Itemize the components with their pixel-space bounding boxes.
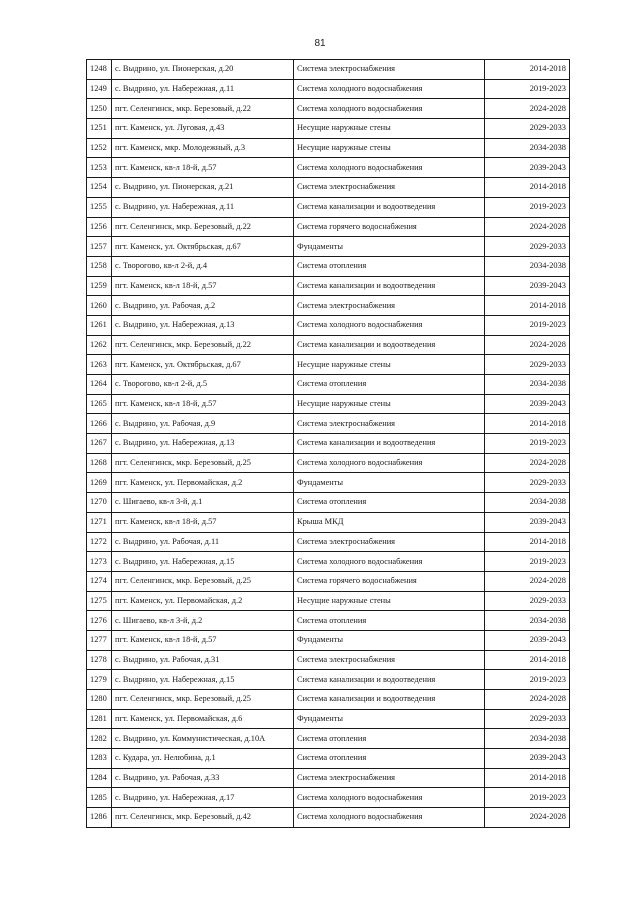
address-cell: с. Выдрино, ул. Набережная, д.15 (112, 670, 294, 690)
repair-period-cell: 2019-2023 (485, 315, 570, 335)
building-system-cell: Система отопления (294, 611, 485, 631)
repair-period-cell: 2019-2023 (485, 670, 570, 690)
address-cell: пгт. Каменск, ул. Первомайская, д.2 (112, 473, 294, 493)
repair-period-cell: 2019-2023 (485, 197, 570, 217)
building-system-cell: Система канализации и водоотведения (294, 670, 485, 690)
repair-period-cell: 2034-2038 (485, 729, 570, 749)
row-number: 1275 (87, 591, 112, 611)
building-system-cell: Система отопления (294, 493, 485, 513)
table-body (87, 60, 570, 828)
building-system-cell: Система отопления (294, 375, 485, 395)
repair-period-cell: 2039-2043 (485, 276, 570, 296)
building-system-cell: Фундаменты (294, 630, 485, 650)
address-cell: пгт. Каменск, кв-л 18-й, д.57 (112, 512, 294, 532)
row-number: 1279 (87, 670, 112, 690)
repair-period-cell: 2034-2038 (485, 256, 570, 276)
row-number: 1269 (87, 473, 112, 493)
building-system-cell: Система канализации и водоотведения (294, 335, 485, 355)
table-row (87, 650, 570, 670)
building-system-cell: Система холодного водоснабжения (294, 808, 485, 828)
address-cell: с. Выдрино, ул. Набережная, д.11 (112, 79, 294, 99)
row-number: 1270 (87, 493, 112, 513)
address-cell: пгт. Селенгинск, мкр. Березовый, д.25 (112, 571, 294, 591)
table-row (87, 532, 570, 552)
address-cell: с. Творогово, кв-л 2-й, д.4 (112, 256, 294, 276)
address-cell: пгт. Каменск, ул. Октябрьская, д.67 (112, 237, 294, 257)
table-row (87, 335, 570, 355)
address-cell: с. Выдрино, ул. Рабочая, д.11 (112, 532, 294, 552)
row-number: 1257 (87, 237, 112, 257)
table-row (87, 749, 570, 769)
repair-period-cell: 2014-2018 (485, 296, 570, 316)
building-system-cell: Система электроснабжения (294, 60, 485, 80)
building-system-cell: Система канализации и водоотведения (294, 690, 485, 710)
building-system-cell: Система электроснабжения (294, 650, 485, 670)
row-number: 1253 (87, 158, 112, 178)
row-number: 1285 (87, 788, 112, 808)
repair-period-cell: 2029-2033 (485, 237, 570, 257)
repair-period-cell: 2014-2018 (485, 650, 570, 670)
building-system-cell: Система канализации и водоотведения (294, 276, 485, 296)
building-system-cell: Система холодного водоснабжения (294, 453, 485, 473)
address-cell: с. Выдрино, ул. Рабочая, д.31 (112, 650, 294, 670)
address-cell: с. Выдрино, ул. Набережная, д.13 (112, 434, 294, 454)
building-system-cell: Несущие наружные стены (294, 591, 485, 611)
repair-period-cell: 2014-2018 (485, 532, 570, 552)
row-number: 1261 (87, 315, 112, 335)
repair-period-cell: 2024-2028 (485, 453, 570, 473)
table-row (87, 512, 570, 532)
repair-period-cell: 2029-2033 (485, 591, 570, 611)
row-number: 1286 (87, 808, 112, 828)
row-number: 1274 (87, 571, 112, 591)
table-row (87, 158, 570, 178)
table-row (87, 808, 570, 828)
repair-period-cell: 2039-2043 (485, 630, 570, 650)
repair-period-cell: 2029-2033 (485, 119, 570, 139)
address-cell: с. Шигаево, кв-л 3-й, д.1 (112, 493, 294, 513)
address-cell: пгт. Селенгинск, мкр. Березовый, д.22 (112, 217, 294, 237)
address-cell: с. Выдрино, ул. Рабочая, д.2 (112, 296, 294, 316)
table-row (87, 276, 570, 296)
repair-period-cell: 2019-2023 (485, 79, 570, 99)
row-number: 1254 (87, 178, 112, 198)
address-cell: пгт. Селенгинск, мкр. Березовый, д.22 (112, 99, 294, 119)
address-cell: пгт. Каменск, ул. Первомайская, д.2 (112, 591, 294, 611)
repair-period-cell: 2014-2018 (485, 60, 570, 80)
capital-repair-table (86, 59, 570, 828)
building-system-cell: Фундаменты (294, 709, 485, 729)
table-row (87, 591, 570, 611)
table-row (87, 729, 570, 749)
table-row (87, 60, 570, 80)
building-system-cell: Система отопления (294, 749, 485, 769)
address-cell: пгт. Каменск, кв-л 18-й, д.57 (112, 158, 294, 178)
table-row (87, 237, 570, 257)
building-system-cell: Система электроснабжения (294, 532, 485, 552)
address-cell: пгт. Каменск, кв-л 18-й, д.57 (112, 630, 294, 650)
building-system-cell: Система холодного водоснабжения (294, 788, 485, 808)
row-number: 1265 (87, 394, 112, 414)
table-row (87, 79, 570, 99)
repair-period-cell: 2034-2038 (485, 611, 570, 631)
address-cell: пгт. Каменск, ул. Октябрьская, д.67 (112, 355, 294, 375)
row-number: 1252 (87, 138, 112, 158)
address-cell: пгт. Селенгинск, мкр. Березовый, д.25 (112, 453, 294, 473)
building-system-cell: Система электроснабжения (294, 414, 485, 434)
address-cell: пгт. Селенгинск, мкр. Березовый, д.25 (112, 690, 294, 710)
repair-period-cell: 2039-2043 (485, 749, 570, 769)
building-system-cell: Система холодного водоснабжения (294, 158, 485, 178)
table-row (87, 355, 570, 375)
repair-period-cell: 2039-2043 (485, 512, 570, 532)
building-system-cell: Система горячего водоснабжения (294, 217, 485, 237)
building-system-cell: Система горячего водоснабжения (294, 571, 485, 591)
table-row (87, 670, 570, 690)
table-row (87, 768, 570, 788)
building-system-cell: Система электроснабжения (294, 768, 485, 788)
table-row (87, 197, 570, 217)
row-number: 1250 (87, 99, 112, 119)
repair-period-cell: 2034-2038 (485, 493, 570, 513)
table-row (87, 453, 570, 473)
page-number: 81 (314, 38, 326, 49)
repair-period-cell: 2024-2028 (485, 99, 570, 119)
row-number: 1263 (87, 355, 112, 375)
repair-period-cell: 2024-2028 (485, 690, 570, 710)
building-system-cell: Несущие наружные стены (294, 119, 485, 139)
building-system-cell: Система канализации и водоотведения (294, 434, 485, 454)
table-row (87, 394, 570, 414)
building-system-cell: Система холодного водоснабжения (294, 552, 485, 572)
repair-period-cell: 2024-2028 (485, 335, 570, 355)
row-number: 1284 (87, 768, 112, 788)
table-row (87, 138, 570, 158)
address-cell: с. Выдрино, ул. Пионерская, д.20 (112, 60, 294, 80)
row-number: 1272 (87, 532, 112, 552)
row-number: 1273 (87, 552, 112, 572)
repair-period-cell: 2024-2028 (485, 217, 570, 237)
repair-period-cell: 2014-2018 (485, 178, 570, 198)
building-system-cell: Несущие наружные стены (294, 394, 485, 414)
row-number: 1259 (87, 276, 112, 296)
table-row (87, 315, 570, 335)
building-system-cell: Система канализации и водоотведения (294, 197, 485, 217)
row-number: 1267 (87, 434, 112, 454)
table-row (87, 414, 570, 434)
address-cell: с. Выдрино, ул. Набережная, д.15 (112, 552, 294, 572)
repair-period-cell: 2029-2033 (485, 473, 570, 493)
repair-period-cell: 2029-2033 (485, 355, 570, 375)
table-row (87, 178, 570, 198)
table-row (87, 434, 570, 454)
address-cell: с. Выдрино, ул. Рабочая, д.33 (112, 768, 294, 788)
row-number: 1266 (87, 414, 112, 434)
row-number: 1277 (87, 630, 112, 650)
repair-period-cell: 2039-2043 (485, 158, 570, 178)
repair-period-cell: 2019-2023 (485, 552, 570, 572)
row-number: 1262 (87, 335, 112, 355)
address-cell: с. Шигаево, кв-л 3-й, д.2 (112, 611, 294, 631)
building-system-cell: Крыша МКД (294, 512, 485, 532)
row-number: 1283 (87, 749, 112, 769)
repair-period-cell: 2039-2043 (485, 394, 570, 414)
row-number: 1256 (87, 217, 112, 237)
repair-period-cell: 2034-2038 (485, 138, 570, 158)
table-row (87, 611, 570, 631)
address-cell: с. Выдрино, ул. Коммунистическая, д.10А (112, 729, 294, 749)
building-system-cell: Несущие наружные стены (294, 138, 485, 158)
address-cell: с. Выдрино, ул. Рабочая, д.9 (112, 414, 294, 434)
table-row (87, 256, 570, 276)
address-cell: с. Выдрино, ул. Набережная, д.17 (112, 788, 294, 808)
row-number: 1271 (87, 512, 112, 532)
row-number: 1251 (87, 119, 112, 139)
repair-period-cell: 2019-2023 (485, 434, 570, 454)
table-row (87, 296, 570, 316)
repair-period-cell: 2024-2028 (485, 571, 570, 591)
building-system-cell: Система холодного водоснабжения (294, 315, 485, 335)
row-number: 1255 (87, 197, 112, 217)
repair-period-cell: 2014-2018 (485, 768, 570, 788)
table-row (87, 571, 570, 591)
address-cell: с. Выдрино, ул. Набережная, д.13 (112, 315, 294, 335)
row-number: 1248 (87, 60, 112, 80)
row-number: 1260 (87, 296, 112, 316)
address-cell: пгт. Каменск, ул. Первомайская, д.6 (112, 709, 294, 729)
building-system-cell: Система отопления (294, 256, 485, 276)
row-number: 1280 (87, 690, 112, 710)
address-cell: с. Выдрино, ул. Набережная, д.11 (112, 197, 294, 217)
building-system-cell: Фундаменты (294, 237, 485, 257)
table-row (87, 217, 570, 237)
address-cell: с. Выдрино, ул. Пионерская, д.21 (112, 178, 294, 198)
building-system-cell: Система отопления (294, 729, 485, 749)
table-row (87, 493, 570, 513)
address-cell: пгт. Каменск, мкр. Молодежный, д.3 (112, 138, 294, 158)
row-number: 1276 (87, 611, 112, 631)
row-number: 1258 (87, 256, 112, 276)
building-system-cell: Система холодного водоснабжения (294, 99, 485, 119)
address-cell: пгт. Каменск, кв-л 18-й, д.57 (112, 276, 294, 296)
building-system-cell: Фундаменты (294, 473, 485, 493)
table-row (87, 552, 570, 572)
table-row (87, 119, 570, 139)
row-number: 1264 (87, 375, 112, 395)
row-number: 1249 (87, 79, 112, 99)
table-row (87, 375, 570, 395)
repair-period-cell: 2014-2018 (485, 414, 570, 434)
table-row (87, 788, 570, 808)
address-cell: пгт. Каменск, ул. Луговая, д.43 (112, 119, 294, 139)
building-system-cell: Система электроснабжения (294, 178, 485, 198)
row-number: 1282 (87, 729, 112, 749)
row-number: 1281 (87, 709, 112, 729)
address-cell: с. Кудара, ул. Нелюбина, д.1 (112, 749, 294, 769)
building-system-cell: Система электроснабжения (294, 296, 485, 316)
repair-period-cell: 2029-2033 (485, 709, 570, 729)
building-system-cell: Система холодного водоснабжения (294, 79, 485, 99)
repair-period-cell: 2034-2038 (485, 375, 570, 395)
repair-period-cell: 2024-2028 (485, 808, 570, 828)
table-row (87, 630, 570, 650)
row-number: 1278 (87, 650, 112, 670)
row-number: 1268 (87, 453, 112, 473)
address-cell: пгт. Селенгинск, мкр. Березовый, д.22 (112, 335, 294, 355)
address-cell: пгт. Каменск, кв-л 18-й, д.57 (112, 394, 294, 414)
address-cell: с. Творогово, кв-л 2-й, д.5 (112, 375, 294, 395)
repair-period-cell: 2019-2023 (485, 788, 570, 808)
table-row (87, 690, 570, 710)
address-cell: пгт. Селенгинск, мкр. Березовый, д.42 (112, 808, 294, 828)
table-row (87, 709, 570, 729)
building-system-cell: Несущие наружные стены (294, 355, 485, 375)
table-row (87, 473, 570, 493)
table-row (87, 99, 570, 119)
